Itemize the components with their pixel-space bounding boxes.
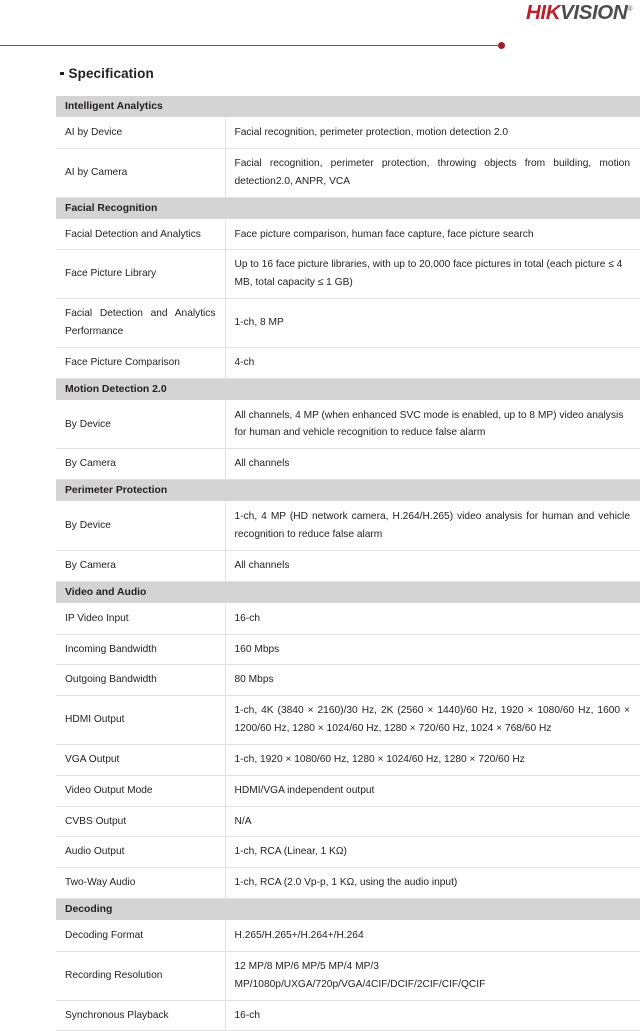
spec-row-value: 1-ch, 4K (3840 × 2160)/30 Hz, 2K (2560 × 1440)/60 Hz, 1920 × 1080/60 Hz, 1600 × 1200/60 Hz, 1280 × 1024/60 Hz, 1280 × 720/60 Hz, 1024 × 768/60 Hz <box>225 696 640 745</box>
spec-row <box>56 806 640 837</box>
spec-row <box>56 921 640 952</box>
spec-row-value: All channels <box>225 550 640 581</box>
spec-row-label: By Camera <box>56 550 225 581</box>
spec-group-label: Motion Detection 2.0 <box>56 378 640 400</box>
logo-vision-text: VISION <box>560 1 628 24</box>
spec-row-label: Incoming Bandwidth <box>56 634 225 665</box>
spec-row-label: Video Output Mode <box>56 775 225 806</box>
spec-row <box>56 219 640 250</box>
spec-group-label: Video and Audio <box>56 581 640 603</box>
spec-row-label: CVBS Output <box>56 806 225 837</box>
spec-row-value: 16-ch <box>225 1000 640 1031</box>
spec-row-label: By Device <box>56 400 225 449</box>
spec-row-label: Face Picture Comparison <box>56 347 225 378</box>
spec-row <box>56 250 640 299</box>
spec-group-header <box>56 96 640 118</box>
spec-row <box>56 837 640 868</box>
logo-hik-text: HIK <box>526 1 561 24</box>
spec-row <box>56 502 640 551</box>
spec-group-label: Perimeter Protection <box>56 480 640 502</box>
page-title <box>60 66 154 81</box>
spec-row <box>56 868 640 899</box>
hikvision-logo <box>526 3 632 24</box>
spec-row-label: By Camera <box>56 449 225 480</box>
spec-row-value: 1-ch, 8 MP <box>225 299 640 348</box>
spec-row-value: 1-ch, 4 MP (HD network camera, H.264/H.265) video analysis for human and vehicle recognition to reduce false alarm <box>225 502 640 551</box>
spec-row-value: 1-ch, RCA (2.0 Vp-p, 1 KΩ, using the audio input) <box>225 868 640 899</box>
spec-row-value: N/A <box>225 806 640 837</box>
specification-table-body <box>56 96 640 1031</box>
spec-row-value: 160 Mbps <box>225 634 640 665</box>
spec-row <box>56 347 640 378</box>
page-title-label: Specification <box>68 66 154 81</box>
spec-group-header <box>56 581 640 603</box>
spec-row-value: 1-ch, 1920 × 1080/60 Hz, 1280 × 1024/60 Hz, 1280 × 720/60 Hz <box>225 744 640 775</box>
spec-row-value: All channels, 4 MP (when enhanced SVC mode is enabled, up to 8 MP) video analysis for human and vehicle recognition to reduce false alarm <box>225 400 640 449</box>
spec-row <box>56 665 640 696</box>
spec-row-label: AI by Device <box>56 118 225 149</box>
spec-row-value: H.265/H.265+/H.264+/H.264 <box>225 921 640 952</box>
spec-row-label: IP Video Input <box>56 603 225 634</box>
spec-row-label: Recording Resolution <box>56 951 225 1000</box>
spec-row-value: Facial recognition, perimeter protection, throwing objects from building, motion detection2.0, ANPR, VCA <box>225 148 640 197</box>
spec-row <box>56 299 640 348</box>
spec-row-value: 80 Mbps <box>225 665 640 696</box>
spec-group-header <box>56 480 640 502</box>
spec-row-label: HDMI Output <box>56 696 225 745</box>
specification-table <box>56 96 640 1031</box>
spec-row-value: HDMI/VGA independent output <box>225 775 640 806</box>
spec-row-label: VGA Output <box>56 744 225 775</box>
spec-group-header <box>56 197 640 219</box>
spec-row-value: All channels <box>225 449 640 480</box>
spec-row-label: Audio Output <box>56 837 225 868</box>
spec-row-value: Face picture comparison, human face capture, face picture search <box>225 219 640 250</box>
spec-row-label: Synchronous Playback <box>56 1000 225 1031</box>
spec-row <box>56 1000 640 1031</box>
header-divider-dot <box>498 42 505 49</box>
spec-group-label: Facial Recognition <box>56 197 640 219</box>
spec-row <box>56 744 640 775</box>
spec-row <box>56 449 640 480</box>
spec-row-label: Outgoing Bandwidth <box>56 665 225 696</box>
spec-group-label: Decoding <box>56 899 640 921</box>
spec-row <box>56 696 640 745</box>
spec-row-value: 12 MP/8 MP/6 MP/5 MP/4 MP/3 MP/1080p/UXGA/720p/VGA/4CIF/DCIF/2CIF/CIF/QCIF <box>225 951 640 1000</box>
spec-row <box>56 603 640 634</box>
spec-row <box>56 118 640 149</box>
spec-group-label: Intelligent Analytics <box>56 96 640 118</box>
spec-row <box>56 775 640 806</box>
spec-row <box>56 148 640 197</box>
bullet-square-icon <box>60 72 64 76</box>
spec-row <box>56 951 640 1000</box>
spec-row-value: 16-ch <box>225 603 640 634</box>
spec-group-header <box>56 378 640 400</box>
spec-row-value: Facial recognition, perimeter protection, motion detection 2.0 <box>225 118 640 149</box>
spec-row <box>56 550 640 581</box>
header-divider-line <box>0 45 498 46</box>
spec-group-header <box>56 899 640 921</box>
spec-row-label: Facial Detection and Analytics <box>56 219 225 250</box>
spec-row-label: Decoding Format <box>56 921 225 952</box>
spec-row-value: 4-ch <box>225 347 640 378</box>
spec-row-value: Up to 16 face picture libraries, with up to 20,000 face pictures in total (each picture ≤ 4 MB, total capacity ≤ 1 GB) <box>225 250 640 299</box>
spec-row-label: Two-Way Audio <box>56 868 225 899</box>
spec-row <box>56 634 640 665</box>
logo-trademark-symbol: ® <box>627 6 632 14</box>
spec-row-label: By Device <box>56 502 225 551</box>
spec-row-label: Face Picture Library <box>56 250 225 299</box>
header-divider <box>0 41 640 51</box>
spec-row-value: 1-ch, RCA (Linear, 1 KΩ) <box>225 837 640 868</box>
page-header <box>0 0 640 44</box>
spec-row-label: AI by Camera <box>56 148 225 197</box>
spec-row <box>56 400 640 449</box>
spec-row-label: Facial Detection and Analytics Performance <box>56 299 225 348</box>
